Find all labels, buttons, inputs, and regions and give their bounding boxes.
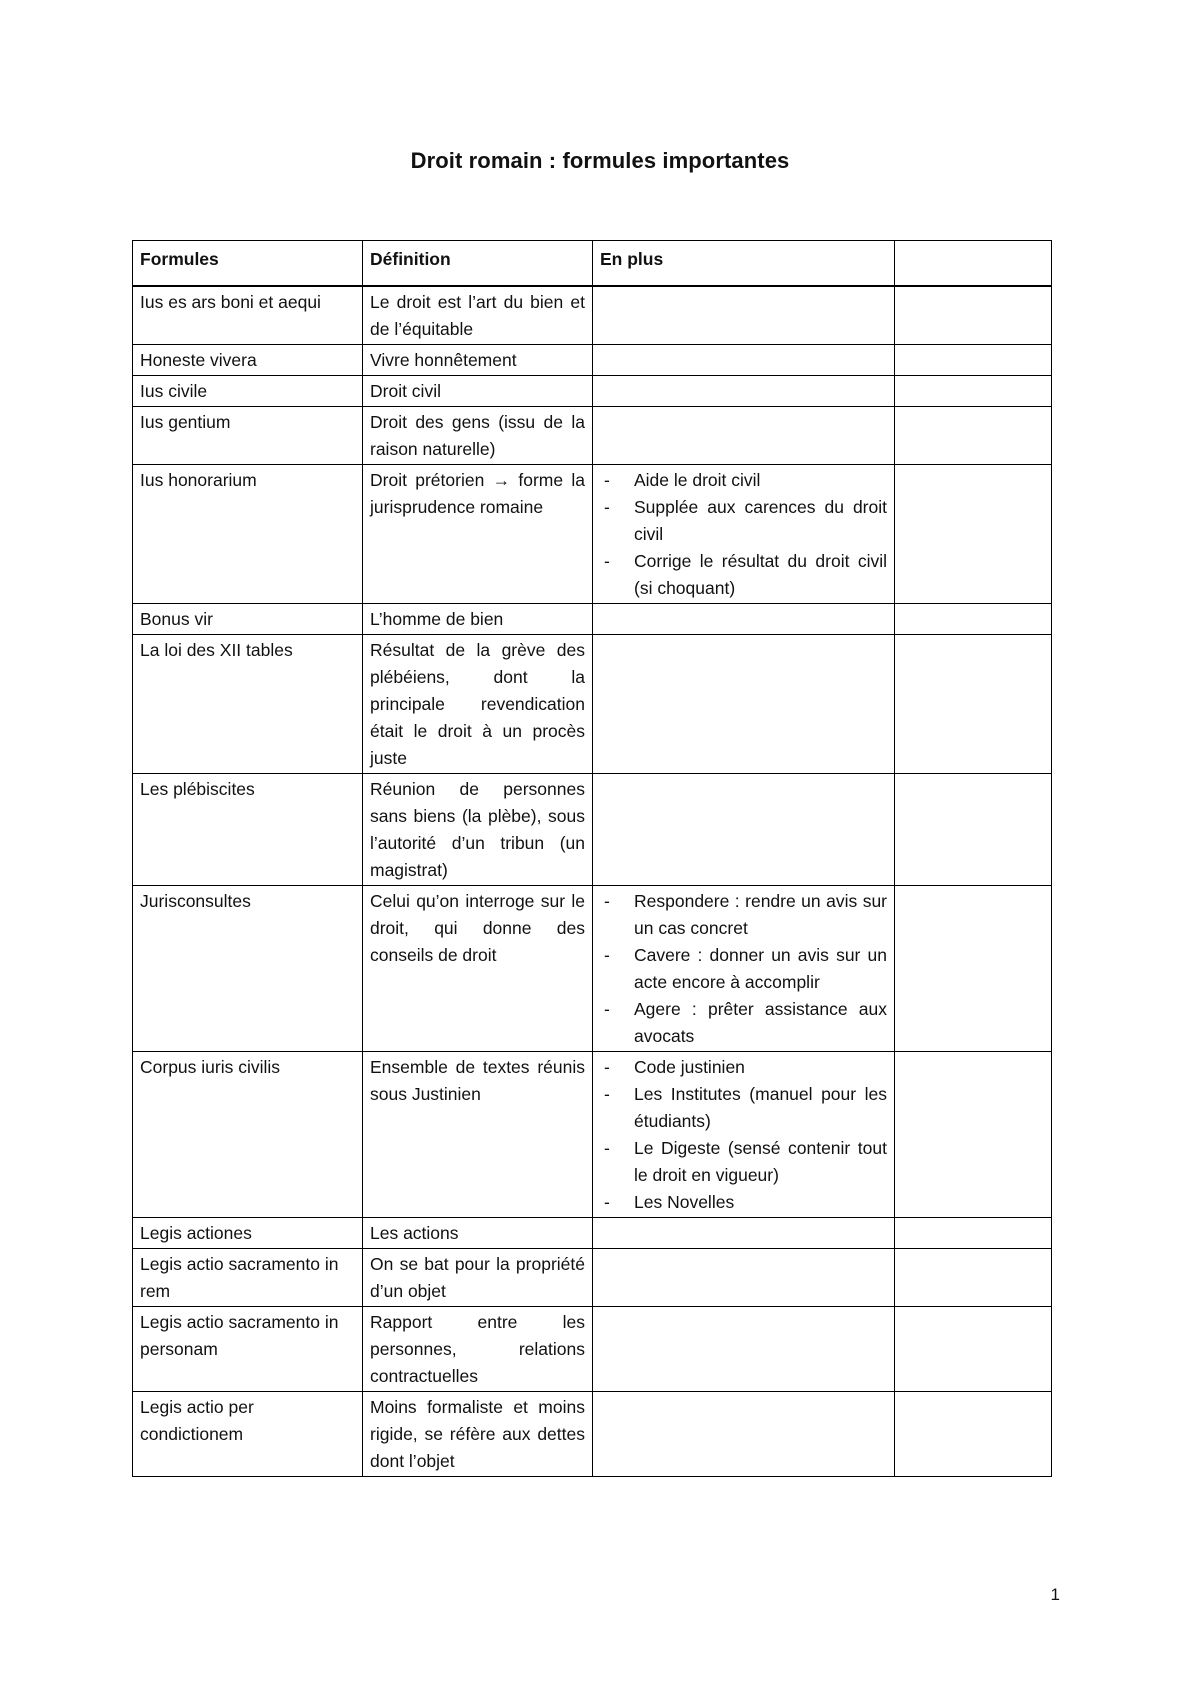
table-row: [133, 886, 1052, 1052]
list-item: - Agere : prêter assistance aux avocats: [600, 996, 887, 1050]
cell-empty: [895, 774, 1052, 886]
cell-definition: Vivre honnêtement: [363, 345, 593, 376]
cell-formule: La loi des XII tables: [133, 635, 363, 774]
cell-definition: Les actions: [363, 1218, 593, 1249]
cell-empty: [895, 376, 1052, 407]
cell-empty: [895, 407, 1052, 465]
cell-en-plus: [593, 1307, 895, 1392]
list-item: - Les Novelles: [600, 1189, 887, 1216]
list-item: - Aide le droit civil: [600, 467, 887, 494]
cell-empty: [895, 465, 1052, 604]
header-formules: Formules: [133, 241, 363, 287]
list-item: - Les Institutes (manuel pour les étudiants): [600, 1081, 887, 1135]
cell-definition: Ensemble de textes réunis sous Justinien: [363, 1052, 593, 1218]
cell-en-plus: [593, 1392, 895, 1477]
list-item: - Cavere : donner un avis sur un acte encore à accomplir: [600, 942, 887, 996]
extras-list: [600, 1054, 887, 1216]
extras-list: [600, 467, 887, 602]
cell-formule: Honeste vivera: [133, 345, 363, 376]
list-item: - Corrige le résultat du droit civil (si choquant): [600, 548, 887, 602]
cell-empty: [895, 1249, 1052, 1307]
cell-definition: Résultat de la grève des plébéiens, dont la principale revendication était le droit à un procès juste: [363, 635, 593, 774]
cell-definition: Moins formaliste et moins rigide, se réfère aux dettes dont l’objet: [363, 1392, 593, 1477]
cell-formule: Corpus iuris civilis: [133, 1052, 363, 1218]
cell-definition: Celui qu’on interroge sur le droit, qui donne des conseils de droit: [363, 886, 593, 1052]
cell-definition: Droit prétorien → forme la jurisprudence romaine: [363, 465, 593, 604]
list-item: - Respondere : rendre un avis sur un cas concret: [600, 888, 887, 942]
table-row: [133, 1392, 1052, 1477]
cell-en-plus: [593, 1052, 895, 1218]
cell-formule: Bonus vir: [133, 604, 363, 635]
table-row: [133, 1249, 1052, 1307]
cell-definition: Le droit est l’art du bien et de l’équitable: [363, 286, 593, 345]
table-body: [133, 286, 1052, 1477]
cell-empty: [895, 604, 1052, 635]
cell-definition: L’homme de bien: [363, 604, 593, 635]
document-title: Droit romain : formules importantes: [410, 148, 790, 173]
formulas-table: [132, 240, 1052, 1477]
cell-empty: [895, 1052, 1052, 1218]
cell-definition: Droit civil: [363, 376, 593, 407]
cell-en-plus: [593, 345, 895, 376]
table-row: [133, 345, 1052, 376]
list-item: - Code justinien: [600, 1054, 887, 1081]
cell-en-plus: [593, 604, 895, 635]
cell-en-plus: [593, 1249, 895, 1307]
cell-empty: [895, 1218, 1052, 1249]
cell-definition: Droit des gens (issu de la raison naturelle): [363, 407, 593, 465]
cell-en-plus: [593, 465, 895, 604]
cell-definition: Rapport entre les personnes, relations contractuelles: [363, 1307, 593, 1392]
cell-formule: Ius honorarium: [133, 465, 363, 604]
table-row: [133, 376, 1052, 407]
table-row: [133, 774, 1052, 886]
cell-en-plus: [593, 376, 895, 407]
cell-formule: Ius gentium: [133, 407, 363, 465]
cell-formule: Les plébiscites: [133, 774, 363, 886]
page-number: 1: [1050, 1585, 1060, 1604]
cell-definition: On se bat pour la propriété d’un objet: [363, 1249, 593, 1307]
table-row: [133, 465, 1052, 604]
header-empty: [895, 241, 1052, 287]
table-row: [133, 1307, 1052, 1392]
cell-en-plus: [593, 1218, 895, 1249]
cell-empty: [895, 635, 1052, 774]
table-row: [133, 1218, 1052, 1249]
table-header-row: [133, 241, 1052, 287]
cell-en-plus: [593, 774, 895, 886]
table-row: [133, 604, 1052, 635]
table-row: [133, 635, 1052, 774]
cell-en-plus: [593, 286, 895, 345]
cell-definition: Réunion de personnes sans biens (la plèbe), sous l’autorité d’un tribun (un magistrat): [363, 774, 593, 886]
list-item: - Le Digeste (sensé contenir tout le droit en vigueur): [600, 1135, 887, 1189]
cell-empty: [895, 1392, 1052, 1477]
cell-formule: Legis actiones: [133, 1218, 363, 1249]
cell-empty: [895, 886, 1052, 1052]
cell-empty: [895, 345, 1052, 376]
table-row: [133, 1052, 1052, 1218]
cell-formule: Legis actio per condictionem: [133, 1392, 363, 1477]
extras-list: [600, 888, 887, 1050]
cell-empty: [895, 1307, 1052, 1392]
cell-en-plus: [593, 886, 895, 1052]
cell-formule: Legis actio sacramento in personam: [133, 1307, 363, 1392]
cell-en-plus: [593, 407, 895, 465]
cell-formule: Ius civile: [133, 376, 363, 407]
cell-formule: Ius es ars boni et aequi: [133, 286, 363, 345]
cell-formule: Legis actio sacramento in rem: [133, 1249, 363, 1307]
cell-empty: [895, 286, 1052, 345]
header-definition: Définition: [363, 241, 593, 287]
header-en-plus: En plus: [593, 241, 895, 287]
table-row: [133, 407, 1052, 465]
list-item: - Supplée aux carences du droit civil: [600, 494, 887, 548]
cell-en-plus: [593, 635, 895, 774]
table-row: [133, 286, 1052, 345]
cell-formule: Jurisconsultes: [133, 886, 363, 1052]
